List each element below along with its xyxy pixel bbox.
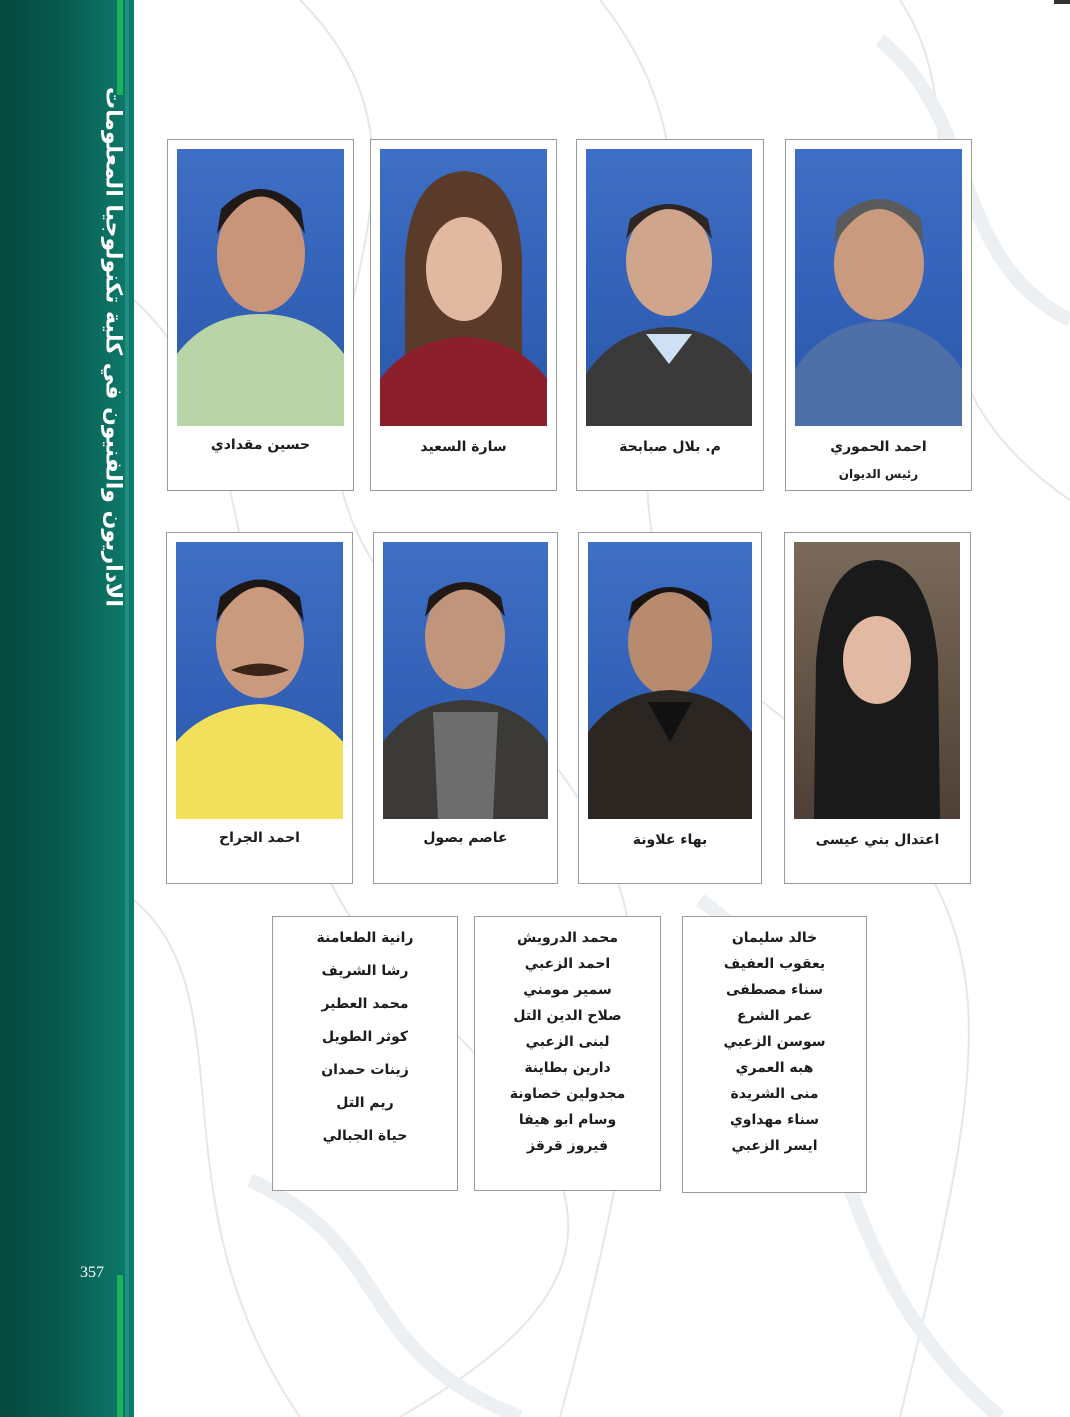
list-item: سمير مومني: [523, 982, 612, 998]
name-list: [272, 916, 458, 1191]
person-silhouette-icon: [383, 542, 548, 819]
staff-name: احمد الجراح: [219, 830, 300, 846]
staff-photo: [795, 149, 962, 426]
person-silhouette-icon: [176, 542, 343, 819]
staff-card: [167, 139, 354, 491]
page-number: 357: [80, 1264, 104, 1281]
list-item: سناء مهداوي: [729, 1112, 820, 1128]
staff-card: [373, 532, 558, 884]
list-item: محمد العطير: [321, 996, 409, 1012]
staff-photo: [588, 542, 752, 819]
sidebar-title: [89, 87, 137, 607]
sidebar-title-text: الاداريون والفنيون في كلية تكنولوجيا المعلومات: [100, 87, 126, 607]
staff-name: سارة السعيد: [420, 439, 507, 455]
sidebar-stripe-bottom: [117, 1275, 123, 1417]
staff-photo: [177, 149, 344, 426]
list-item: محمد الدرويش: [516, 930, 619, 946]
person-silhouette-icon: [380, 149, 547, 426]
list-item: رانية الطعامنة: [316, 930, 414, 946]
staff-role: رئيس الديوان: [838, 467, 919, 481]
list-item: كوثر الطويل: [322, 1029, 408, 1045]
list-item: ريم التل: [336, 1095, 394, 1111]
name-list: [474, 916, 661, 1191]
staff-name: م. بلال صبابحة: [619, 439, 721, 455]
list-item: هبه العمري: [735, 1060, 814, 1076]
list-item: عمر الشرع: [736, 1008, 813, 1024]
list-item: رشا الشريف: [321, 963, 409, 979]
staff-photo: [380, 149, 547, 426]
staff-card: [166, 532, 353, 884]
list-item: سوسن الزعبي: [723, 1034, 826, 1050]
staff-name: اعتدال بني عيسى: [815, 832, 940, 848]
list-item: ايسر الزعبي: [731, 1138, 818, 1154]
staff-name: بهاء علاونة: [632, 832, 708, 848]
list-item: سناء مصطفى: [725, 982, 824, 998]
staff-photo: [383, 542, 548, 819]
staff-name: عاصم بصول: [423, 830, 508, 846]
person-silhouette-icon: [794, 542, 960, 819]
list-item: مجدولين خصاونة: [509, 1086, 626, 1102]
list-item: وسام ابو هيفا: [518, 1112, 617, 1128]
list-item: دارين بطاينة: [524, 1060, 611, 1076]
staff-card: [576, 139, 764, 491]
list-item: فيروز قرقز: [527, 1138, 608, 1154]
person-silhouette-icon: [586, 149, 752, 426]
staff-card: [785, 139, 972, 491]
person-silhouette-icon: [795, 149, 962, 426]
staff-name: حسين مقدادي: [210, 437, 311, 453]
list-item: خالد سليمان: [731, 930, 818, 946]
list-item: لبنى الزعبي: [525, 1034, 610, 1050]
staff-card: [784, 532, 971, 884]
staff-photo: [176, 542, 343, 819]
list-item: يعقوب العفيف: [723, 956, 826, 972]
list-item: احمد الزعبي: [524, 956, 611, 972]
staff-photo: [794, 542, 960, 819]
list-item: زينات حمدان: [321, 1062, 409, 1078]
staff-card: [370, 139, 557, 491]
corner-mark: [1054, 0, 1070, 4]
staff-photo: [586, 149, 752, 426]
staff-card: [578, 532, 762, 884]
person-silhouette-icon: [588, 542, 752, 819]
list-item: منى الشريدة: [730, 1086, 819, 1102]
sidebar-stripe-top: [117, 0, 123, 95]
list-item: حياة الجبالي: [322, 1128, 408, 1144]
staff-name: احمد الحموري: [830, 439, 927, 455]
person-silhouette-icon: [177, 149, 344, 426]
list-item: صلاح الدين التل: [513, 1008, 622, 1024]
name-list: [682, 916, 867, 1193]
